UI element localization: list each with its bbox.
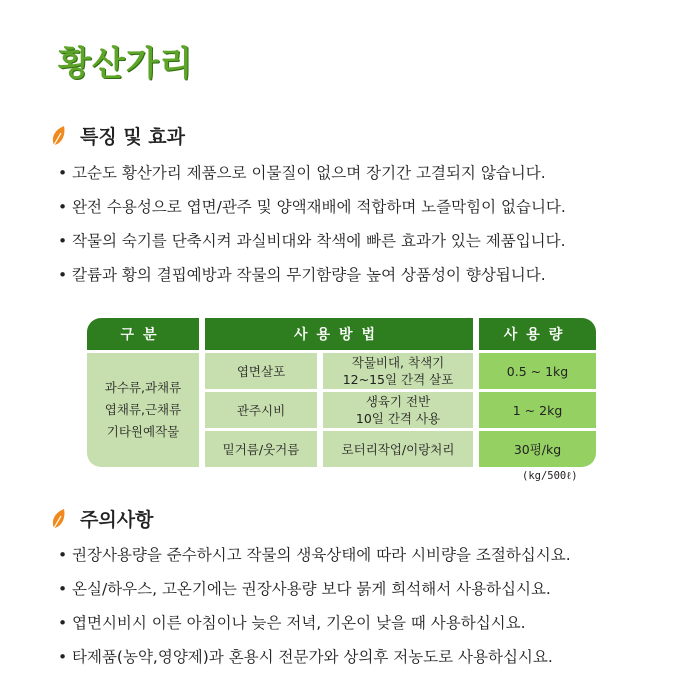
bullet: • <box>58 198 68 216</box>
features-list <box>58 156 566 292</box>
crop-line: 과수류,과채류 <box>104 380 182 395</box>
list-item <box>58 640 571 674</box>
rate-cell: 30평/kg <box>479 431 596 467</box>
detail-cell <box>323 392 473 428</box>
detail-cell: 로터리작업/이랑처리 <box>323 431 473 467</box>
list-item <box>58 538 571 572</box>
bullet: • <box>58 614 68 632</box>
header-rate: 사용량 <box>479 318 596 350</box>
detail-line: 10일 간격 사용 <box>355 411 441 426</box>
bullet: • <box>58 648 68 666</box>
detail-line: 생육기 전반 <box>365 394 431 409</box>
features-title: 특징 및 효과 <box>80 126 185 148</box>
bullet: • <box>58 164 68 182</box>
header-category: 구분 <box>87 318 199 350</box>
feature-text: 칼륨과 황의 결핍예방과 작물의 무기함량을 높여 상품성이 향상됩니다. <box>72 266 546 284</box>
cautions-heading <box>50 505 153 532</box>
bullet: • <box>58 232 68 250</box>
list-item <box>58 258 566 292</box>
feature-text: 작물의 숙기를 단축시켜 과실비대와 착색에 빠른 효과가 있는 제품입니다. <box>72 232 566 250</box>
unit-note: (kg/500ℓ) <box>522 470 578 482</box>
crop-line: 기타원예작물 <box>106 424 180 439</box>
page-title: 황산가리 <box>58 44 194 84</box>
list-item <box>58 190 566 224</box>
list-item <box>58 156 566 190</box>
feature-text: 완전 수용성으로 엽면/관주 및 양액재배에 적합하며 노즐막힘이 없습니다. <box>72 198 566 216</box>
caution-text: 권장사용량을 준수하시고 작물의 생육상태에 따라 시비량을 조절하십시요. <box>72 546 571 564</box>
rate-cell: 0.5 ~ 1kg <box>479 353 596 389</box>
leaf-icon <box>50 508 68 530</box>
method-cell: 엽면살포 <box>205 353 317 389</box>
detail-line: 12~15일 간격 살포 <box>342 372 454 387</box>
caution-text: 타제품(농약,영양제)과 혼용시 전문가와 상의후 저농도로 사용하십시요. <box>72 648 553 666</box>
bullet: • <box>58 546 68 564</box>
bullet: • <box>58 580 68 598</box>
caution-text: 엽면시비시 이른 아침이나 늦은 저녁, 기온이 낮을 때 사용하십시요. <box>72 614 526 632</box>
list-item <box>58 224 566 258</box>
list-item <box>58 572 571 606</box>
detail-cell <box>323 353 473 389</box>
cautions-title: 주의사항 <box>80 509 154 531</box>
features-heading <box>50 122 185 149</box>
feature-text: 고순도 황산가리 제품으로 이물질이 없으며 장기간 고결되지 않습니다. <box>72 164 546 182</box>
leaf-icon <box>50 125 68 147</box>
method-cell: 밑거름/웃거름 <box>205 431 317 467</box>
detail-line: 작물비대, 착색기 <box>351 355 445 370</box>
bullet: • <box>58 266 68 284</box>
header-method: 사용방법 <box>205 318 473 350</box>
rate-cell: 1 ~ 2kg <box>479 392 596 428</box>
list-item <box>58 606 571 640</box>
method-cell: 관주시비 <box>205 392 317 428</box>
crop-line: 엽채류,근채류 <box>104 402 182 417</box>
caution-text: 온실/하우스, 고온기에는 권장사용량 보다 묽게 희석해서 사용하십시요. <box>72 580 551 598</box>
cautions-list <box>58 538 571 674</box>
crop-category-cell <box>87 353 199 467</box>
